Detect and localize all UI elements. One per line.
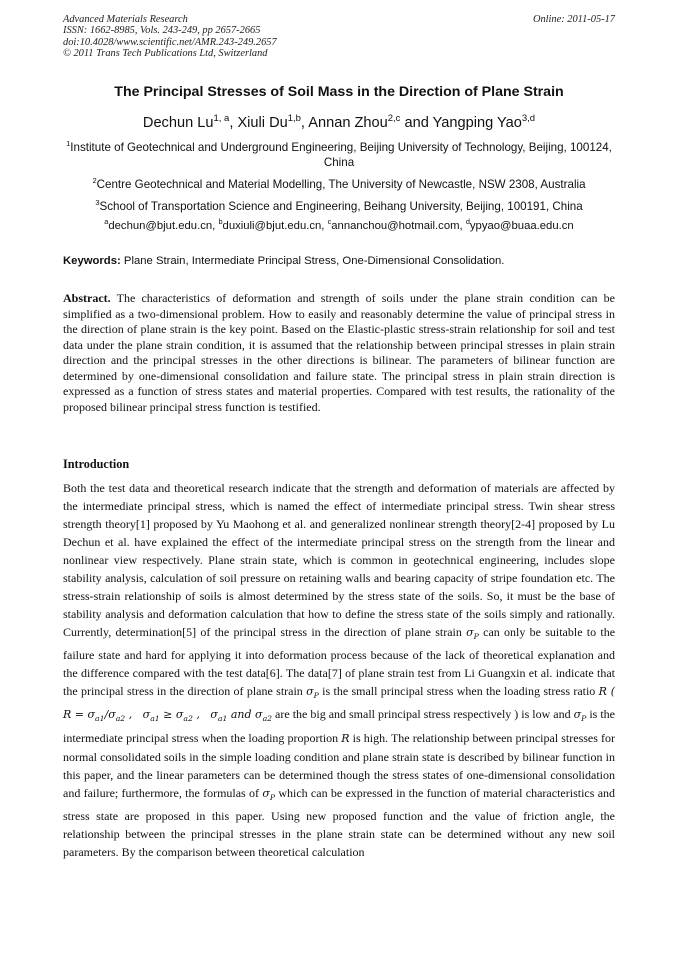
journal-doi: doi:10.4028/www.scientific.net/AMR.243-249.2657 (63, 36, 277, 48)
email-link[interactable]: ypyao@buaa.edu.cn (469, 220, 574, 232)
paper-title: The Principal Stresses of Soil Mass in the Direction of Plane Strain (114, 84, 564, 100)
sigma-p-symbol: $\sigma_P$ (573, 708, 587, 724)
email-sup: b (218, 217, 223, 227)
affiliation-sup: 2 (92, 176, 97, 186)
author-name: Yangping Yao (432, 115, 522, 131)
email-sup: a (104, 217, 109, 227)
intro-text: can only be suitable to the failure state and hard for applying it into deformation process because of the lack of theoretical explanation and the difference compared with the test data[6]. The data[7] of plane strain test from Li Guangxin et al. indicate that the principal stress in the direction of plane strain (63, 625, 616, 699)
abstract-text: The characteristics of deformation and strength of soils under the plane strain condition can be simplified as a two-dimensional problem. How to easily and reasonably determine the value of principal stress in the direction of plane strain is the key point. Based on the Elastic-plastic stress-strain relationship for soil and test data under the plane strain condition, it is assumed that the relationship between principal stresses in plain strain direction and the principal stresses in the other directions is bilinear. The parameters of bilinear function are determined by one-dimensional consolidation and failure state. The principal stress in plain strain direction is expressed as a function of stress states and material properties. Compared with test results, the rationality of the proposed bilinear principal stress function is testified. (63, 291, 615, 414)
abstract-label: Abstract. (63, 291, 111, 305)
keywords-text: Plane Strain, Intermediate Principal Stress, One-Dimensional Consolidation. (123, 255, 505, 267)
journal-issn: ISSN: 1662-8985, Vols. 243-249, pp 2657-2665 (63, 25, 261, 37)
author-sup: 1,b (287, 113, 301, 125)
intro-text: Both the test data and theoretical research indicate that the strength and deformation of materials are affected by the intermediate principal stress, which is named the effect of intermediate principal stress. Twin shear stress strength theory[1] proposed by Yu Maohong et al. and generalized nonlinear strength theory[2-4] proposed by Lu Dechun et al. have explained the effect of the intermediate principal stress on the strength from the linear and nonlinear view respectively. Plane strain state, which is common in geotechnical engineering, includes slope stability analysis, calculation of soil pressure on retaining walls and bearing capacity of stripe foundation etc. The stress-strain relationship of soils is almost determined by the stress state of the soils. So, it must be the base of stability analysis and deformation calculation that how to define the stress state of the soils simply and rationally. Currently, determination[5] of the principal stress in the direction of plane strain (63, 481, 615, 639)
email-link[interactable]: dechun@bjut.edu.cn (108, 220, 213, 232)
r-symbol: R (341, 731, 350, 745)
affiliation-sup: 3 (95, 198, 100, 208)
intro-text: are the big and small principal stress respectively ) is low and (275, 707, 571, 722)
email-sup: c (327, 217, 332, 227)
section-heading: Introduction (63, 457, 130, 471)
intro-text: is the small principal stress when the loading stress ratio (322, 684, 596, 699)
ratio-formula: R ( $R = \sigma_{a1}/\sigma_{a2}$ , $\sigma_{a1} \ge \sigma_{a2}$ , $\sigma_{a1}$ and $\sigma_{a2}$ (63, 685, 616, 724)
email-link[interactable]: duxiuli@bjut.edu.cn (222, 220, 322, 232)
affiliation-1 (60, 140, 618, 170)
author-name: Xiuli Du (237, 115, 288, 131)
journal-name: Advanced Materials Research (63, 14, 188, 25)
abstract (63, 291, 615, 415)
keywords-label: Keywords: (63, 255, 121, 267)
intro-text: is the intermediate principal stress when the loading proportion (63, 707, 616, 745)
sigma-p-symbol: $\sigma_P$ (262, 786, 276, 802)
affiliation-text: School of Transportation Science and Engineering, Beihang University, Beijing, 100191, China (99, 200, 583, 213)
email-link[interactable]: annanchou@hotmail.com (331, 220, 460, 232)
journal-header (63, 14, 615, 59)
affiliation-sup: 1 (66, 139, 71, 149)
author-name: Dechun Lu (142, 115, 214, 131)
introduction-body (63, 479, 615, 861)
sigma-p-symbol: $\sigma_P$ (466, 626, 479, 642)
keywords (63, 255, 615, 267)
sigma-p-symbol: $\sigma_P$ (306, 685, 319, 701)
author-emails: $^a$dechun@bjut.edu.cn, $^b$duxiuli@bjut.edu.cn, $^c$annanchou@hotmail.com, $^d$ypyao@buaa.edu.cn (104, 217, 574, 232)
online-date: Online: 2011-05-17 (532, 14, 615, 25)
author-sup: 1, a (213, 113, 230, 125)
email-sup: d (465, 217, 470, 227)
affiliation-text: Centre Geotechnical and Material Modelling, The University of Newcastle, NSW 2308, Australia (96, 178, 586, 191)
author-name: Annan Zhou (308, 115, 388, 131)
affiliation-2 (60, 177, 618, 192)
author-list: Dechun Lu$^{1, a}$, Xiuli Du$^{1,b}$, Annan Zhou$^{2,c}$ and Yangping Yao$^{3,d}$ (142, 113, 536, 131)
author-sup: 3,d (521, 113, 536, 125)
author-sup: 2,c (387, 113, 401, 125)
affiliation-3 (60, 199, 618, 214)
journal-copyright: © 2011 Trans Tech Publications Ltd, Switzerland (63, 47, 268, 59)
intro-text: which can be expressed in the function of material characteristics and stress state are proposed in this paper. Using new proposed function and the value of friction angle, the relationship between the principal stresses in the plane strain state can be determined without any new soil parameters. By the comparison between theoretical calculation (63, 785, 616, 859)
affiliation-text: Institute of Geotechnical and Underground Engineering, Beijing University of Technology, Beijing, 100124, China (70, 141, 612, 169)
intro-text: is high. The relationship between principal stresses for normal consolidated soils in the simple loading condition and plane strain state is described by bilinear function in this paper, and the linear parameters can be determined though the stress states of one-dimensional consolidation and failure; furthermore, the formulas of (63, 730, 616, 800)
